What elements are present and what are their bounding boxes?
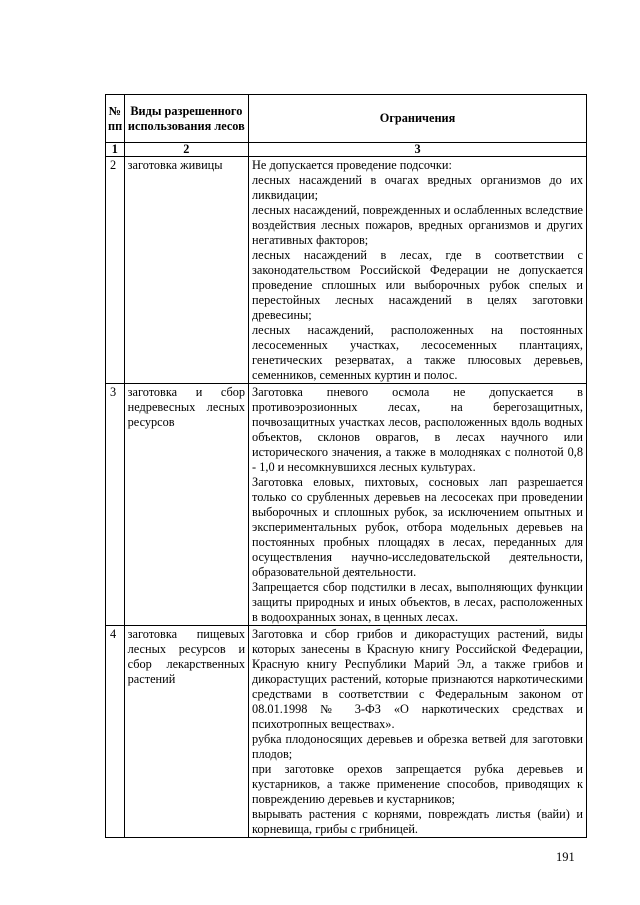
column-number: 3 <box>249 143 587 157</box>
limit-paragraph: Заготовка и сбор грибов и дикорастущих растений, виды которых занесены в Красную книгу Российской Федерации, Красную книгу Республики Марий Эл, а также грибов и дикорастущих растений, которые признаются наркотическими средствами в соответствии с Федеральным законом от 08.01.1998 № 3-ФЗ «О наркотических средствах и психотропных веществах». <box>252 627 583 731</box>
row-limits <box>249 626 587 838</box>
limit-paragraph: Запрещается сбор подстилки в лесах, выполняющих функции защиты природных и иных объектов, в лесах, расположенных в водоохранных зонах, в ценных лесах. <box>252 580 583 624</box>
column-number: 2 <box>124 143 248 157</box>
column-numbers-row <box>106 143 587 157</box>
limit-paragraph: Не допускается проведение подсочки: <box>252 158 452 172</box>
row-num: 3 <box>106 384 125 626</box>
limit-paragraph: рубка плодоносящих деревьев и обрезка ветвей для заготовки плодов; <box>252 732 583 761</box>
header-limits: Ограничения <box>249 95 587 143</box>
limit-paragraph: лесных насаждений в очагах вредных организмов до их ликвидации; <box>252 173 583 202</box>
column-number: 1 <box>106 143 125 157</box>
row-limits <box>249 157 587 384</box>
row-kind: заготовка пищевых лесных ресурсов и сбор лекарственных растений <box>124 626 248 838</box>
row-num: 2 <box>106 157 125 384</box>
row-num: 4 <box>106 626 125 838</box>
limit-paragraph: при заготовке орехов запрещается рубка деревьев и кустарников, а также применение способов, приводящих к повреждению деревьев и кустарников; <box>252 762 583 806</box>
limit-paragraph: Заготовка пневого осмола не допускается в противоэрозионных лесах, на берегозащитных, почвозащитных участках лесов, расположенных вдоль водных объектов, склонов оврагов, в лесах научного или исторического значения, а также в молодняках с полнотой 0,8 - 1,0 и несомкнувшихся лесных культурах. <box>252 385 583 474</box>
page-number: 191 <box>556 850 575 864</box>
limit-paragraph: лесных насаждений, расположенных на постоянных лесосеменных участках, лесосеменных плантациях, генетических резерватах, а также плюсовых деревьев, семенников, семенных куртин и полос. <box>252 323 583 382</box>
header-kind: Виды разрешенного использования лесов <box>124 95 248 143</box>
limit-paragraph: лесных насаждений, поврежденных и ослабленных вследствие воздействия лесных пожаров, вредных организмов и других негативных факторов; <box>252 203 583 247</box>
row-limits <box>249 384 587 626</box>
limit-paragraph: лесных насаждений в лесах, где в соответствии с законодательством Российской Федерации не допускается проведение сплошных или выборочных рубок спелых и перестойных лесных насаждений в целях заготовки древесины; <box>252 248 583 322</box>
table-header-row <box>106 95 587 143</box>
row-kind: заготовка живицы <box>124 157 248 384</box>
limit-paragraph: Заготовка еловых, пихтовых, сосновых лап разрешается только со срубленных деревьев на лесосеках при проведении выборочных и сплошных рубок, за исключением опытных и экспериментальных рубок, отбора модельных деревьев на постоянных пробных площадях в лесах, переданных для осуществления научно-исследовательской деятельности, образовательной деятельности. <box>252 475 583 579</box>
row-kind: заготовка и сбор недревесных лесных ресурсов <box>124 384 248 626</box>
table-row <box>106 626 587 838</box>
document-page <box>105 94 587 838</box>
table-row <box>106 157 587 384</box>
limit-paragraph: вырывать растения с корнями, повреждать листья (вайи) и корневища, грибы с грибницей. <box>252 807 583 836</box>
header-num: № пп <box>106 95 125 143</box>
table-row <box>106 384 587 626</box>
restrictions-table <box>105 94 587 838</box>
